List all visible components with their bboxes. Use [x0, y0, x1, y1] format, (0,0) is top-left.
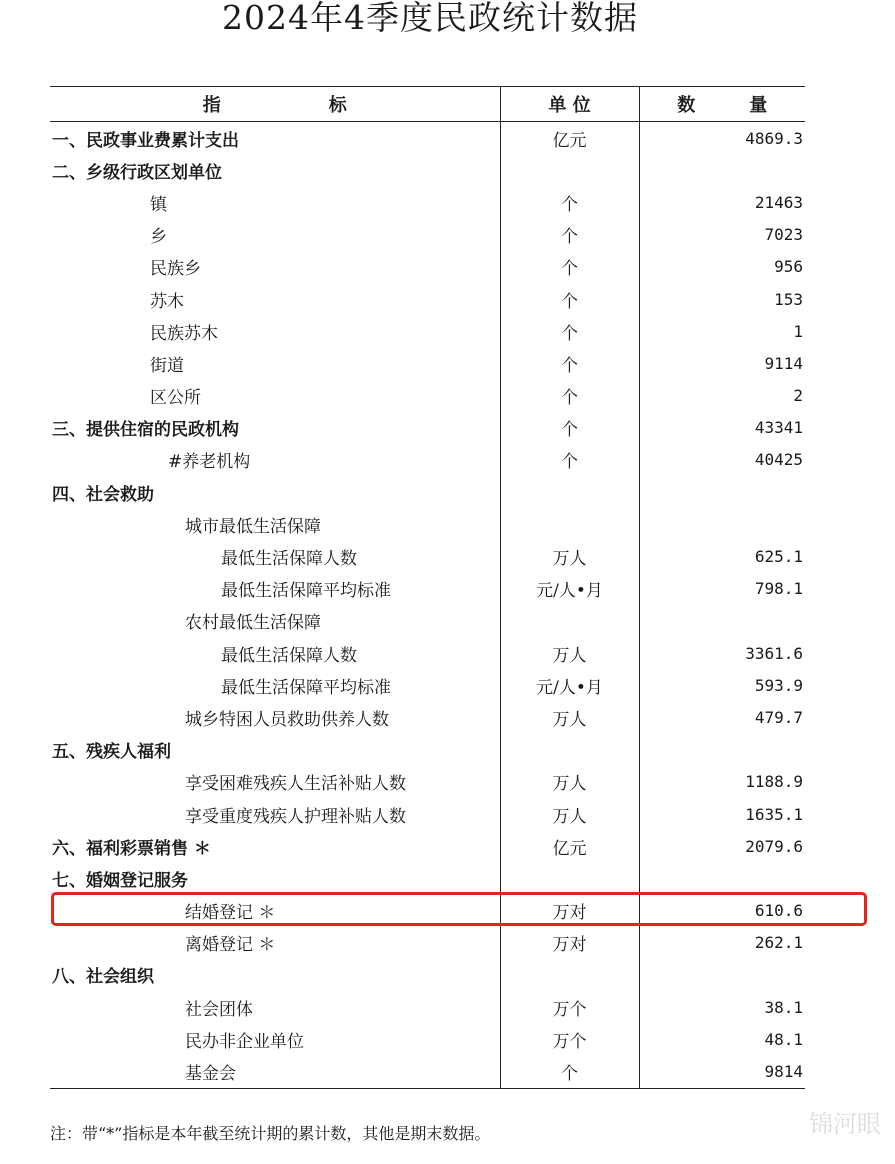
row-indicator: 最低生活保障平均标准 [221, 677, 391, 698]
table-row [50, 927, 805, 959]
row-value: 956 [639, 251, 805, 283]
row-unit: 个 [500, 347, 639, 379]
row-indicator: 乡 [150, 227, 167, 248]
highlight-box [51, 892, 867, 926]
table-row [50, 444, 805, 476]
table-row [50, 1055, 805, 1088]
row-indicator: 享受困难残疾人生活补贴人数 [185, 774, 406, 795]
table-row [50, 1023, 805, 1055]
row-unit: 个 [500, 1055, 639, 1088]
row-value [639, 154, 805, 186]
row-unit: 万人 [500, 540, 639, 572]
row-indicator: 街道 [150, 355, 184, 376]
row-unit: 个 [500, 315, 639, 347]
row-value [639, 862, 805, 894]
row-indicator: 最低生活保障人数 [221, 549, 357, 570]
row-value [639, 734, 805, 766]
table-row [50, 154, 805, 186]
row-indicator: 结婚登记 ＊ [185, 903, 276, 924]
row-value: 1635.1 [639, 798, 805, 830]
row-unit: 亿元 [500, 122, 639, 155]
table-row [50, 637, 805, 669]
row-unit [500, 734, 639, 766]
header-unit: 单 位 [500, 87, 639, 122]
row-unit: 个 [500, 380, 639, 412]
table-row [50, 830, 805, 862]
row-value: 21463 [639, 186, 805, 218]
row-unit: 元/人•月 [500, 573, 639, 605]
table-row [50, 380, 805, 412]
watermark: 锦河眼 [809, 1110, 881, 1138]
row-unit [500, 605, 639, 637]
row-indicator: 基金会 [50, 1055, 500, 1088]
table-row [50, 540, 805, 572]
row-value: 625.1 [639, 540, 805, 572]
row-indicator: 离婚登记 ＊ [185, 935, 276, 956]
row-indicator: 民办非企业单位 [185, 1031, 304, 1052]
row-indicator: 镇 [150, 194, 167, 215]
table-row [50, 508, 805, 540]
row-unit: 亿元 [500, 830, 639, 862]
row-indicator: 农村最低生活保障 [185, 613, 321, 634]
row-value: 9814 [639, 1055, 805, 1088]
row-value: 40425 [639, 444, 805, 476]
table-row [50, 766, 805, 798]
table-row [50, 412, 805, 444]
table-row [50, 734, 805, 766]
row-unit: 个 [500, 186, 639, 218]
row-value: 2 [639, 380, 805, 412]
table-row [50, 347, 805, 379]
row-value: 7023 [639, 219, 805, 251]
row-indicator: 四、社会救助 [52, 484, 154, 505]
row-indicator: 最低生活保障人数 [221, 645, 357, 666]
table-row [50, 701, 805, 733]
row-value: 593.9 [639, 669, 805, 701]
row-indicator: 七、婚姻登记服务 [52, 870, 188, 891]
row-value: 43341 [639, 412, 805, 444]
row-unit: 万人 [500, 637, 639, 669]
row-unit: 万对 [500, 927, 639, 959]
row-indicator: 城市最低生活保障 [185, 516, 321, 537]
row-unit: 万个 [500, 1023, 639, 1055]
row-unit: 万对 [500, 895, 639, 927]
row-unit: 个 [500, 219, 639, 251]
row-value [639, 476, 805, 508]
table-row [50, 991, 805, 1023]
table-row [50, 669, 805, 701]
table-body [50, 122, 805, 1089]
row-indicator: 最低生活保障平均标准 [221, 581, 391, 602]
row-indicator: 享受重度残疾人护理补贴人数 [185, 806, 406, 827]
row-value [639, 508, 805, 540]
row-value: 3361.6 [639, 637, 805, 669]
row-value: 479.7 [639, 701, 805, 733]
row-unit: 万人 [500, 766, 639, 798]
row-value [639, 959, 805, 991]
table-row [50, 186, 805, 218]
row-indicator: 民族苏木 [150, 323, 218, 344]
row-indicator: 六、福利彩票销售 ＊ [52, 838, 211, 859]
header-value: 数 量 [639, 87, 805, 122]
row-unit [500, 959, 639, 991]
row-value: 153 [639, 283, 805, 315]
row-indicator: 一、民政事业费累计支出 [52, 130, 239, 151]
stats-table-container [50, 86, 805, 1089]
row-unit: 万人 [500, 701, 639, 733]
row-indicator: 八、社会组织 [52, 967, 154, 988]
row-indicator: 区公所 [150, 388, 201, 409]
row-value: 610.6 [639, 895, 805, 927]
table-row [50, 959, 805, 991]
table-row [50, 283, 805, 315]
table-row [50, 476, 805, 508]
row-unit: 万个 [500, 991, 639, 1023]
row-unit [500, 862, 639, 894]
row-value: 4869.3 [639, 122, 805, 155]
row-indicator: 社会团体 [185, 999, 253, 1020]
row-indicator: 五、残疾人福利 [52, 742, 171, 763]
row-unit [500, 508, 639, 540]
table-row [50, 798, 805, 830]
row-unit: 元/人•月 [500, 669, 639, 701]
table-row [50, 219, 805, 251]
table-row [50, 573, 805, 605]
row-value: 262.1 [639, 927, 805, 959]
row-indicator: 民族乡 [150, 259, 201, 280]
row-value: 1 [639, 315, 805, 347]
table-row [50, 315, 805, 347]
row-indicator: 苏木 [150, 291, 184, 312]
table-header-row [50, 87, 805, 122]
row-value [639, 605, 805, 637]
row-value: 798.1 [639, 573, 805, 605]
row-unit: 个 [500, 251, 639, 283]
stats-table [50, 86, 805, 1089]
row-value: 2079.6 [639, 830, 805, 862]
page-title: 2024年4季度民政统计数据 [222, 0, 638, 37]
row-unit: 个 [500, 283, 639, 315]
table-row [50, 251, 805, 283]
row-indicator: #养老机构 [168, 452, 251, 473]
table-row [50, 862, 805, 894]
row-value: 1188.9 [639, 766, 805, 798]
header-indicator: 指 标 [50, 87, 500, 122]
row-unit [500, 154, 639, 186]
row-unit: 个 [500, 444, 639, 476]
row-value: 48.1 [639, 1023, 805, 1055]
table-row [50, 122, 805, 155]
row-indicator: 城乡特困人员救助供养人数 [185, 709, 389, 730]
row-unit [500, 476, 639, 508]
footnote: 注：带“*”指标是本年截至统计期的累计数，其他是期末数据。 [50, 1124, 491, 1143]
row-indicator: 三、提供住宿的民政机构 [52, 420, 239, 441]
row-unit: 个 [500, 412, 639, 444]
row-value: 38.1 [639, 991, 805, 1023]
table-row [50, 605, 805, 637]
row-unit: 万人 [500, 798, 639, 830]
row-indicator: 二、乡级行政区划单位 [52, 162, 222, 183]
row-value: 9114 [639, 347, 805, 379]
